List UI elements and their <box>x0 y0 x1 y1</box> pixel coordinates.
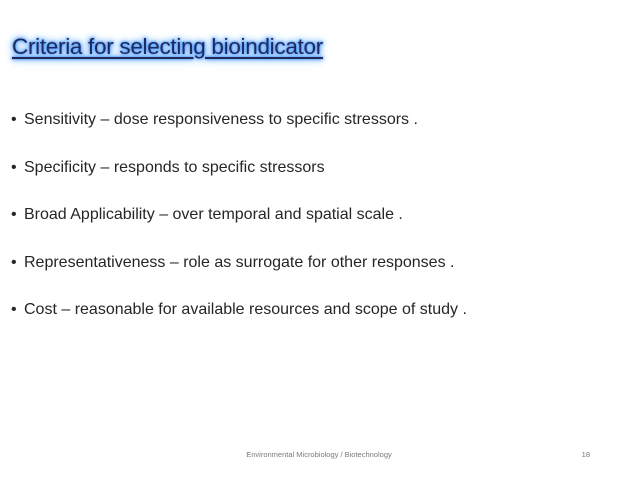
bullet-text: Representativeness – role as surrogate for other responses . <box>24 253 455 271</box>
page-number: 18 <box>581 450 590 459</box>
bullet-dot-icon: • <box>11 111 17 128</box>
bullet-text: Cost – reasonable for available resources and scope of study . <box>24 301 467 318</box>
bullet-dot-icon: • <box>11 301 17 318</box>
bullet-list <box>11 110 611 348</box>
bullet-dot-icon: • <box>11 253 17 271</box>
bullet-text: Specificity – responds to specific stressors <box>24 158 325 176</box>
bullet-item-sensitivity <box>11 110 611 158</box>
bullet-item-broad-applicability <box>11 205 611 253</box>
bullet-item-representativeness <box>11 253 611 301</box>
bullet-item-cost <box>11 300 611 348</box>
bullet-text: Sensitivity – dose responsiveness to specific stressors . <box>24 111 418 128</box>
slide-title: Criteria for selecting bioindicator <box>12 34 323 59</box>
bullet-text: Broad Applicability – over temporal and spatial scale . <box>24 206 403 223</box>
bullet-dot-icon: • <box>11 158 17 176</box>
bullet-item-specificity <box>11 158 611 206</box>
bullet-dot-icon: • <box>11 206 17 223</box>
slide-footer: Environmental Microbiology / Biotechnology <box>246 450 392 459</box>
